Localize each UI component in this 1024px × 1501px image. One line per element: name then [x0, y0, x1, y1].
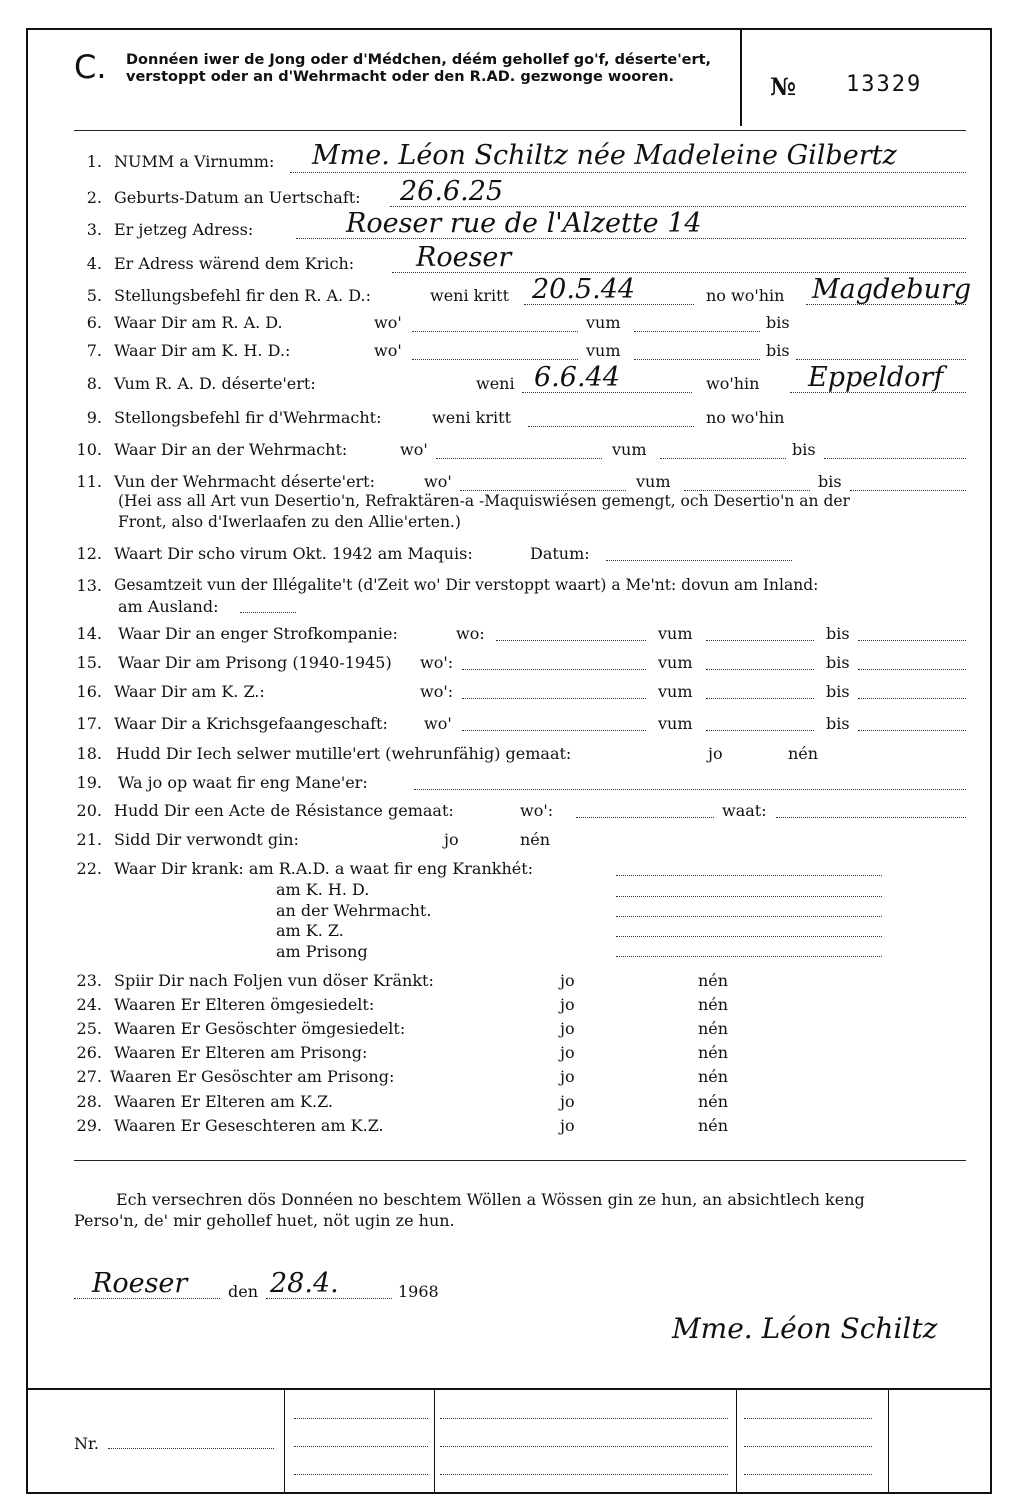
bis-label: bis: [826, 714, 850, 733]
field-line: [440, 1474, 728, 1475]
yes-option: jo: [560, 1019, 575, 1038]
bis-label: bis: [818, 472, 842, 491]
datum-label: Datum:: [530, 544, 590, 563]
item-number: 20.: [76, 801, 102, 820]
bis-label: bis: [766, 313, 790, 332]
field-line: [858, 698, 966, 699]
yes-option: jo: [560, 1092, 575, 1111]
item-label: Waaren Er Elteren am Prisong:: [114, 1043, 368, 1062]
den-label: den: [228, 1282, 259, 1301]
item-number: 24.: [76, 995, 102, 1014]
declaration-rule: [74, 1160, 966, 1161]
wo-label: wo:: [456, 624, 485, 643]
item-label: Waar Dir an enger Strofkompanie:: [118, 624, 398, 643]
grid-divider: [736, 1390, 737, 1494]
field-line: [850, 490, 966, 491]
item-label: Spiir Dir nach Foljen vun döser Kränkt:: [114, 971, 434, 990]
item-number: 25.: [76, 1019, 102, 1038]
bis-label: bis: [766, 341, 790, 360]
item-note: (Hei ass all Art vun Desertio'n, Refraktären-a -Maquiswiésen gemengt, och Desertio'n an der: [118, 492, 850, 510]
item-number: 11.: [76, 472, 102, 491]
weni-label: weni kritt: [432, 408, 511, 427]
waat-label: waat:: [722, 801, 767, 820]
item-label: Waaren Er Gesöschter am Prisong:: [110, 1067, 395, 1086]
form-title: Donnéen iwer de Jong oder d'Médchen, déém gehollef go'f, déserte'ert, verstoppt oder an d'Wehrmacht oder den R.AD. gezwonge wooren.: [126, 52, 712, 85]
bis-label: bis: [826, 624, 850, 643]
item-label: Waaren Er Geseschteren am K.Z.: [114, 1116, 384, 1135]
wo-label: wo': [374, 313, 402, 332]
sub-label: am Prisong: [276, 942, 368, 961]
no-option: nén: [698, 1067, 729, 1086]
wo-label: wo': [374, 341, 402, 360]
wo-label: wo':: [420, 653, 454, 672]
wo-label: wo': [400, 440, 428, 459]
item-label: Waar Dir am Prisong (1940-1945): [118, 653, 392, 672]
field-line: [634, 331, 760, 332]
item-label-address: Er jetzeg Adress:: [114, 220, 254, 239]
field-line: [462, 669, 646, 670]
field-line: [414, 789, 966, 790]
item-note: Front, also d'Iwerlaafen zu den Allie'erten.): [118, 513, 461, 531]
item-number: 13.: [76, 576, 102, 595]
year-label: 1968: [398, 1282, 439, 1301]
vum-label: vum: [658, 714, 693, 733]
item-label: Waart Dir scho virum Okt. 1942 am Maquis:: [114, 544, 473, 563]
field-line: [462, 698, 646, 699]
field-line: [706, 640, 814, 641]
item-label: Hudd Dir Iech selwer mutille'ert (wehrunfähig) gemaat:: [116, 744, 572, 763]
item-number: 15.: [76, 653, 102, 672]
weni-label: weni kritt: [430, 286, 509, 305]
item-label: Wa jo op waat fir eng Mane'er:: [118, 773, 368, 792]
item-number: 28.: [76, 1092, 102, 1111]
header-rule: [74, 130, 966, 131]
item-label: Stellongsbefehl fir d'Wehrmacht:: [114, 408, 382, 427]
vum-label: vum: [658, 653, 693, 672]
item-number: 22.: [76, 859, 102, 878]
item-label: Gesamtzeit vun der Illégalite't (d'Zeit wo' Dir verstoppt waart) a Me'nt: dovun am Inland:: [114, 576, 819, 594]
handwritten-date: 28.4.: [270, 1268, 339, 1299]
handwritten-desert-place: Eppeldorf: [808, 362, 944, 393]
field-line: [412, 359, 578, 360]
item-label: Waar Dir am R. A. D.: [114, 313, 283, 332]
field-line: [744, 1446, 872, 1447]
nr-label: Nr.: [74, 1434, 99, 1453]
item-number: 4.: [86, 254, 102, 273]
field-line: [496, 640, 646, 641]
field-line: [858, 640, 966, 641]
item-number: 9.: [86, 408, 102, 427]
vum-label: vum: [586, 341, 621, 360]
wo-label: wo': [424, 472, 452, 491]
no-option: nén: [698, 995, 729, 1014]
field-line: [616, 896, 882, 897]
vum-label: vum: [658, 624, 693, 643]
item-label-birth: Geburts-Datum an Uertschaft:: [114, 188, 361, 207]
yes-option: jo: [560, 971, 575, 990]
no-option: nén: [788, 744, 819, 763]
field-line: [462, 730, 646, 731]
yes-option: jo: [560, 1116, 575, 1135]
sub-label: an der Wehrmacht.: [276, 901, 432, 920]
item-number: 23.: [76, 971, 102, 990]
bis-label: bis: [826, 682, 850, 701]
form-number: 13329: [846, 72, 923, 97]
item-label: Waar Dir krank: am R.A.D. a waat fir eng Krankhét:: [114, 859, 534, 878]
sub-label: am K. H. D.: [276, 880, 370, 899]
yes-option: jo: [444, 830, 459, 849]
item-label: Vum R. A. D. déserte'ert:: [114, 374, 316, 393]
item-number: 5.: [86, 286, 102, 305]
field-line: [290, 172, 966, 173]
item-number: 8.: [86, 374, 102, 393]
handwritten-rad-date: 20.5.44: [532, 274, 636, 305]
grid-divider: [434, 1390, 435, 1494]
field-line: [706, 698, 814, 699]
item-label: Waar Dir am K. H. D.:: [114, 341, 291, 360]
item-number: 16.: [76, 682, 102, 701]
item-label: Waaren Er Elteren ömgesiedelt:: [114, 995, 375, 1014]
handwritten-desert-date: 6.6.44: [534, 362, 620, 393]
item-number: 26.: [76, 1043, 102, 1062]
item-number: 14.: [76, 624, 102, 643]
handwritten-address: Roeser rue de l'Alzette 14: [346, 208, 702, 239]
field-line: [776, 817, 966, 818]
no-option: nén: [698, 1043, 729, 1062]
vum-label: vum: [612, 440, 647, 459]
field-line: [660, 458, 786, 459]
item-number: 29.: [76, 1116, 102, 1135]
vum-label: vum: [636, 472, 671, 491]
handwritten-birthdate: 26.6.25: [400, 176, 504, 207]
item-label-war-address: Er Adress wärend dem Krich:: [114, 254, 355, 273]
item-number: 6.: [86, 313, 102, 332]
wohin-label: no wo'hin: [706, 408, 785, 427]
declaration-line-1: Ech versechren dös Donnéen no beschtem Wöllen a Wössen gin ze hun, an absichtlech keng: [116, 1190, 865, 1209]
field-line: [440, 1418, 728, 1419]
item-number: 18.: [76, 744, 102, 763]
item-number: 10.: [76, 440, 102, 459]
field-line: [294, 1418, 428, 1419]
field-line: [744, 1474, 872, 1475]
item-number: 12.: [76, 544, 102, 563]
sub-label: am K. Z.: [276, 921, 344, 940]
handwritten-place: Roeser: [92, 1268, 188, 1299]
section-letter: C.: [74, 48, 107, 86]
field-line: [460, 490, 626, 491]
handwritten-war-address: Roeser: [416, 242, 512, 273]
wohin-label: wo'hin: [706, 374, 760, 393]
item-label-rad-order: Stellungsbefehl fir den R. A. D.:: [114, 286, 371, 305]
field-line: [634, 359, 760, 360]
field-line: [796, 359, 966, 360]
field-line: [528, 426, 694, 427]
no-option: nén: [698, 971, 729, 990]
handwritten-name: Mme. Léon Schiltz née Madeleine Gilbertz: [312, 140, 897, 171]
field-line: [744, 1418, 872, 1419]
item-number: 1.: [86, 152, 102, 171]
wo-label: wo':: [420, 682, 454, 701]
field-line: [824, 458, 966, 459]
field-line: [706, 730, 814, 731]
item-number: 17.: [76, 714, 102, 733]
field-line: [616, 956, 882, 957]
item-label: Waar Dir am K. Z.:: [114, 682, 265, 701]
handwritten-rad-place: Magdeburg: [812, 274, 972, 305]
vum-label: vum: [586, 313, 621, 332]
item-label: Waaren Er Elteren am K.Z.: [114, 1092, 334, 1111]
yes-option: jo: [708, 744, 723, 763]
field-line: [440, 1446, 728, 1447]
field-line: [576, 817, 714, 818]
declaration-line-2: Perso'n, de' mir gehollef huet, nöt ugin ze hun.: [74, 1211, 455, 1230]
item-label: am Ausland:: [118, 597, 219, 616]
field-line: [108, 1448, 274, 1449]
no-option: nén: [698, 1019, 729, 1038]
grid-divider: [284, 1390, 285, 1494]
field-line: [684, 490, 810, 491]
item-label: Sidd Dir verwondt gin:: [114, 830, 299, 849]
field-line: [616, 916, 882, 917]
weni-label: weni: [476, 374, 515, 393]
item-label-name: NUMM a Virnumm:: [114, 152, 275, 171]
item-label: Waar Dir an der Wehrmacht:: [114, 440, 348, 459]
field-line: [436, 458, 602, 459]
field-line: [858, 669, 966, 670]
item-label: Waar Dir a Krichsgefaangeschaft:: [114, 714, 388, 733]
field-line: [858, 730, 966, 731]
wo-label: wo': [424, 714, 452, 733]
handwritten-signature: Mme. Léon Schiltz: [672, 1312, 938, 1345]
field-line: [616, 875, 882, 876]
item-number: 3.: [86, 220, 102, 239]
item-label: Hudd Dir een Acte de Résistance gemaat:: [114, 801, 454, 820]
item-number: 21.: [76, 830, 102, 849]
item-number: 2.: [86, 188, 102, 207]
yes-option: jo: [560, 995, 575, 1014]
field-line: [240, 612, 296, 613]
yes-option: jo: [560, 1067, 575, 1086]
no-option: nén: [698, 1116, 729, 1135]
bis-label: bis: [792, 440, 816, 459]
no-option: nén: [520, 830, 551, 849]
item-number: 19.: [76, 773, 102, 792]
wo-label: wo':: [520, 801, 554, 820]
item-number: 27.: [76, 1067, 102, 1086]
vum-label: vum: [658, 682, 693, 701]
yes-option: jo: [560, 1043, 575, 1062]
field-line: [606, 560, 792, 561]
field-line: [706, 669, 814, 670]
item-label: Vun der Wehrmacht déserte'ert:: [114, 472, 375, 491]
field-line: [294, 1474, 428, 1475]
item-label: Waaren Er Gesöschter ömgesiedelt:: [114, 1019, 406, 1038]
field-line: [294, 1446, 428, 1447]
no-option: nén: [698, 1092, 729, 1111]
number-sign: №: [770, 72, 797, 101]
header-divider: [740, 28, 742, 126]
bis-label: bis: [826, 653, 850, 672]
field-line: [412, 331, 578, 332]
wohin-label: no wo'hin: [706, 286, 785, 305]
grid-divider: [888, 1390, 889, 1494]
office-use-grid: [26, 1388, 992, 1496]
field-line: [616, 936, 882, 937]
item-number: 7.: [86, 341, 102, 360]
